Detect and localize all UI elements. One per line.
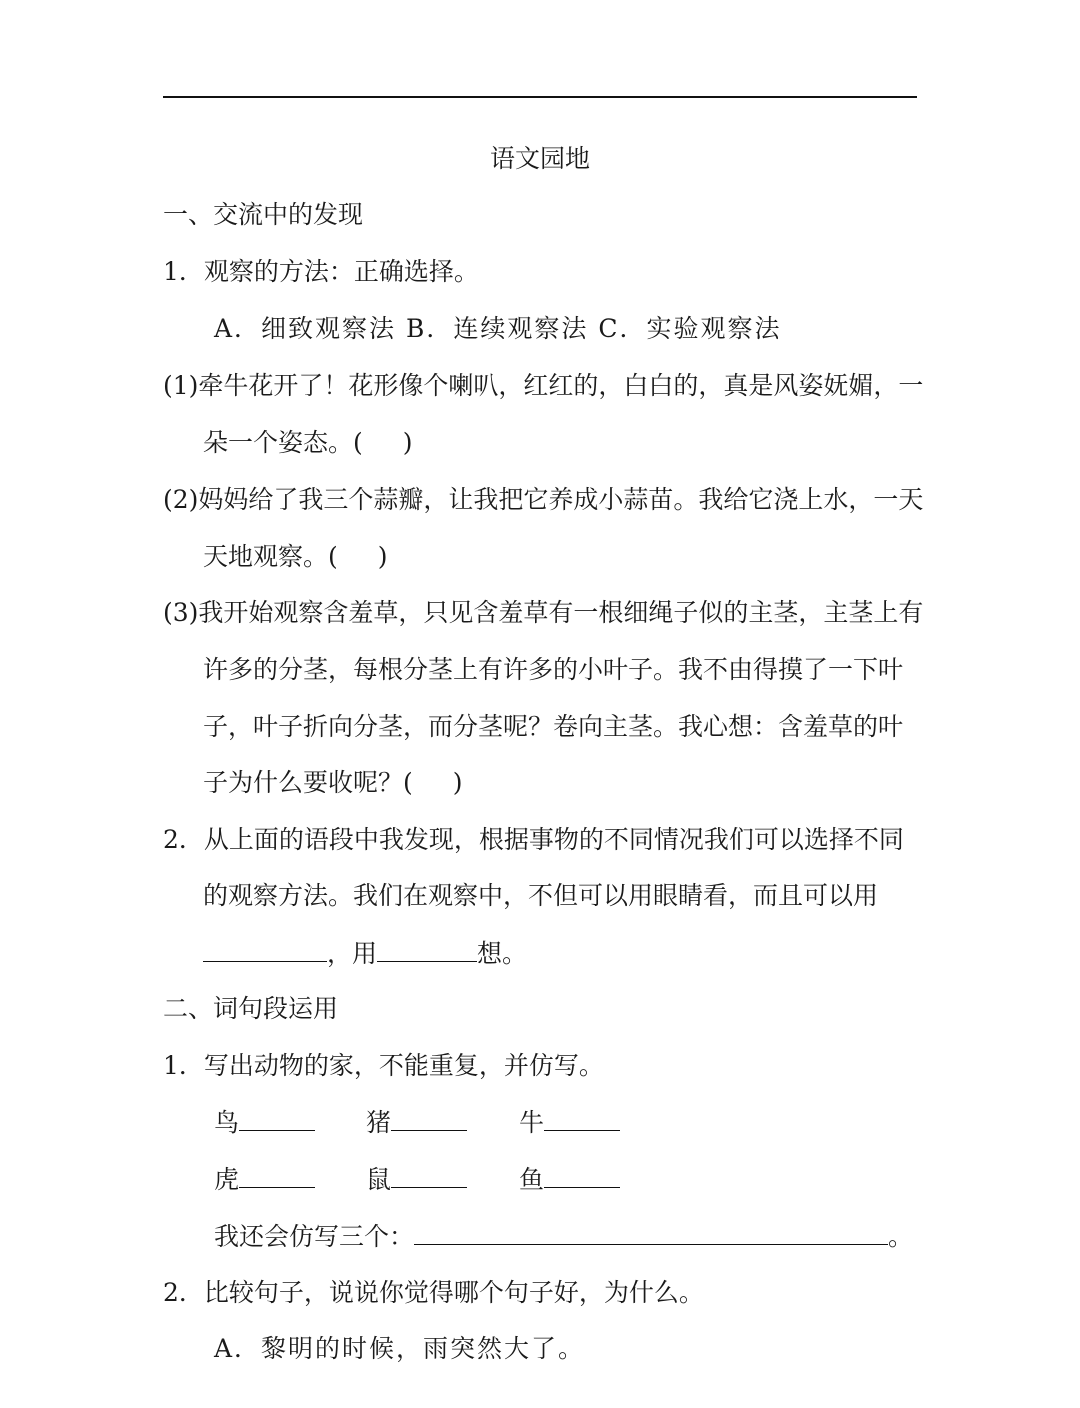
q1-options: A．细致观察法 B．连续观察法 C．实验观察法 (214, 314, 782, 343)
animal-mouse (366, 1163, 467, 1196)
q2-blank-1[interactable] (203, 937, 327, 962)
animal-cow-blank[interactable] (544, 1106, 620, 1131)
s2-q2-label: 2．比较句子，说说你觉得哪个句子好，为什么。 (163, 1278, 704, 1307)
q1-label: 1．观察的方法：正确选择。 (163, 257, 479, 286)
animal-pig (366, 1106, 467, 1139)
animal-fish-label: 鱼 (519, 1165, 545, 1194)
animal-mouse-label: 鼠 (366, 1165, 392, 1194)
header-rule (163, 96, 917, 98)
item2-close-paren: ) (377, 542, 388, 571)
item1-line1: (1)牵牛花开了！花形像个喇叭，红红的，白白的，真是风姿妩媚，一 (163, 371, 924, 400)
animal-tiger-label: 虎 (214, 1165, 240, 1194)
item1-text: 朵一个姿态。( (203, 428, 363, 457)
item3-line1: (3)我开始观察含羞草，只见含羞草有一根细绳子似的主茎，主茎上有 (163, 598, 924, 627)
item3-close-paren: ) (452, 768, 463, 797)
item2-line1: (2)妈妈给了我三个蒜瓣，让我把它养成小蒜苗。我给它浇上水，一天 (163, 485, 924, 514)
s2-q1-label: 1．写出动物的家，不能重复，并仿写。 (163, 1051, 604, 1080)
imitate-label: 我还会仿写三个： (214, 1222, 415, 1251)
q2-end: 想。 (477, 939, 528, 968)
imitate-blank[interactable] (414, 1220, 888, 1245)
q2-line2: 的观察方法。我们在观察中，不但可以用眼睛看，而且可以用 (203, 881, 879, 910)
item2-text: 天地观察。( (203, 542, 338, 571)
animal-cow-label: 牛 (519, 1108, 545, 1137)
item3-line3: 子，叶子折向分茎，而分茎呢？卷向主茎。我心想：含羞草的叶 (203, 712, 904, 741)
animal-mouse-blank[interactable] (391, 1163, 467, 1188)
animal-cow (519, 1106, 620, 1139)
item1-line2 (203, 427, 413, 459)
animal-bird-label: 鸟 (214, 1108, 240, 1137)
animal-bird-blank[interactable] (239, 1106, 315, 1131)
section2-heading: 二、词句段运用 (163, 994, 339, 1023)
imitate-end: 。 (888, 1222, 914, 1251)
imitate-line (214, 1220, 913, 1253)
item1-close-paren: ) (402, 428, 413, 457)
animal-tiger-blank[interactable] (239, 1163, 315, 1188)
q2-blank-2[interactable] (377, 937, 477, 962)
animal-fish-blank[interactable] (544, 1163, 620, 1188)
animal-bird (214, 1106, 315, 1139)
item3-text: 子为什么要收呢？( (203, 768, 413, 797)
q2-line1: 2．从上面的语段中我发现，根据事物的不同情况我们可以选择不同 (163, 825, 904, 854)
animal-tiger (214, 1163, 315, 1196)
item2-line2 (203, 541, 388, 573)
q2-line3 (203, 937, 527, 970)
section1-heading: 一、交流中的发现 (163, 200, 364, 229)
s2-q2-option-a: A．黎明的时候，雨突然大了。 (214, 1334, 586, 1363)
q2-comma-use: ，用 (327, 939, 378, 968)
animal-pig-blank[interactable] (391, 1106, 467, 1131)
item3-line2: 许多的分茎，每根分茎上有许多的小叶子。我不由得摸了一下叶 (203, 655, 904, 684)
animal-fish (519, 1163, 620, 1196)
animal-pig-label: 猪 (366, 1108, 392, 1137)
item3-line4 (203, 767, 463, 799)
page-title: 语文园地 (489, 144, 590, 173)
